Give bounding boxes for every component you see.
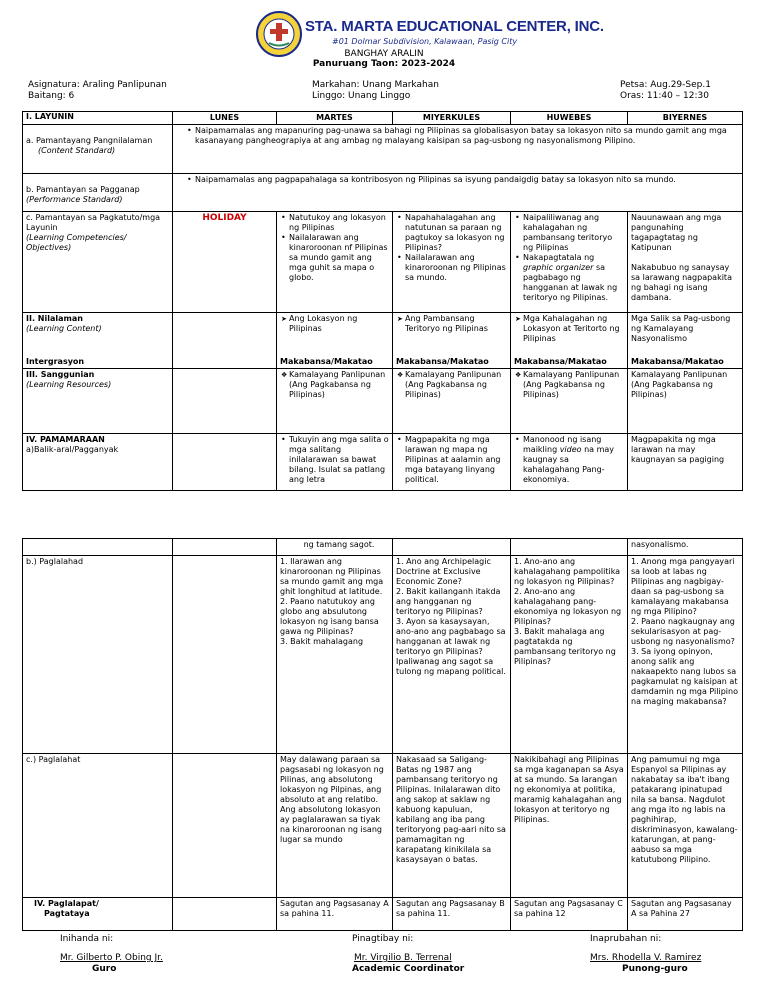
review-biyernes: Magpapakita ng mga larawan na may kaugnayan sa pagiging <box>628 434 743 491</box>
school-address: #01 Dolmar Subdivision, Kalawaan, Pasig City <box>332 37 518 46</box>
approved-by-title: Punong-guro <box>622 964 688 974</box>
day-header: HUWEBES <box>511 112 628 125</box>
school-year: Panuruang Taon: 2023-2024 <box>312 59 456 69</box>
review-biyernes-cont: nasyonalismo. <box>628 539 743 556</box>
document-title: BANGHAY ARALIN <box>344 49 424 59</box>
school-name: STA. MARTA EDUCATIONAL CENTER, INC. <box>305 18 604 35</box>
content-standard-label: a. Pamantayang Pangnilalaman (Content Standard) <box>23 125 173 174</box>
resources-label: III. Sanggunian (Learning Resources) <box>23 369 173 434</box>
quarter: Markahan: Unang Markahan <box>312 80 439 90</box>
generalization-miyerkules: Nakasaad sa Saligang-Batas ng 1987 ang pambansang teritoryo ng Pilipinas. Inilalarawan dito ang sakop at saklaw ng kabuong kapuluan, kabilang ang iba pang teritoryong pag-aari nito sa pamamagitan ng karapatang kinikilala sa kasaysayan o batas. <box>393 754 511 898</box>
generalization-biyernes: Ang pamumui ng mga Espanyol sa Pilipinas ay nakabatay sa iba't ibang patakarang ipinatupad nila sa bansa. Nagdulot ang mga ito ng labis na paghihirap, diskriminasyon, kawalang-katarungan, at pang-aabuso sa mga katutubong Pilipino. <box>628 754 743 898</box>
application-biyernes: Sagutan ang Pagsasanay A sa Pahina 27 <box>628 898 743 931</box>
content-martes: ➤ Ang Lokasyon ng Pilipinas Makabansa/Makatao <box>277 313 393 369</box>
generalization-huwebes: Nakikibahagi ang Pilipinas sa mga kaganapan sa Asya at sa mundo. Sa larangan ng ekonomiya at politika, maramig kahalagahan ang lokasyon at teritoryo ng Pilipinas. <box>511 754 628 898</box>
resources-martes: ❖ Kamalayang Panlipunan (Ang Pagkabansa ng Pilipinas) <box>277 369 393 434</box>
competencies-martes: • Natutukoy ang lokasyon ng Pilipinas • Nailalarawan ang kinaroroonan nf Pilipinas sa mundo gamit ang mga guhit sa mapa o globo. <box>277 212 393 313</box>
presentation-huwebes: 1. Ano-ano ang kahalagahang pampolitika ng lokasyon ng Pilipinas? 2. Ano-ano ang kahalagahang pang-ekonomiya ng lokasyon ng Pilipinas? 3. Bakit mahalaga ang pagtatakda ng pambansang teritoryo ng Pilipinas? <box>511 556 628 754</box>
presentation-martes: 1. Ilarawan ang kinaroroonan ng Pilipinas sa mundo gamit ang mga ghit longhitud at latitude. 2. Paano natutukoy ang globo ang absulutong lokasyon ng isang bansa gawa ng Pilipinas? 3. Bakit mahalagang <box>277 556 393 754</box>
resources-biyernes: Kamalayang Panlipunan (Ang Pagkabansa ng Pilipinas) <box>628 369 743 434</box>
review-martes: • Tukuyin ang mga salita o mga salitang inilalarawan sa bawat bilang. Isulat sa patlang ang letra <box>277 434 393 491</box>
week: Linggo: Unang Linggo <box>312 91 411 101</box>
application-martes: Sagutan ang Pagsasanay A sa pahina 11. <box>277 898 393 931</box>
checked-by-title: Academic Coordinator <box>352 964 465 974</box>
date: Petsa: Aug.29-Sep.1 <box>620 80 711 90</box>
content-huwebes: ➤ Mga Kahalagahan ng Lokasyon at Teritorto ng Pilipinas Makabansa/Makatao <box>511 313 628 369</box>
competencies-biyernes: Nauunawaan ang mga pangunahing tagapagtatag ng Katipunan Nakabubuo ng sanaysay sa larawang nagpapakita ng bahagi ng isang dambana. <box>628 212 743 313</box>
procedure-label: IV. PAMAMARAAN a)Balik-aral/Pagganyak <box>23 434 173 491</box>
day-header: LUNES <box>173 112 277 125</box>
performance-standard-label: b. Pamantayan sa Pagganap (Performance Standard) <box>23 174 173 212</box>
lesson-plan-table-2 <box>22 538 743 931</box>
section-layunin: I. LAYUNIN <box>23 112 173 125</box>
learning-content-label: II. Nilalaman (Learning Content) Intergrasyon <box>23 313 173 369</box>
integration-label: Intergrasyon <box>26 357 85 366</box>
holiday-label: HOLIDAY <box>202 213 247 223</box>
competencies-miyerkules: • Napahahalagahan ang natutunan sa paraan ng pagtukoy sa lokasyon ng Pilipinas? • Nailalarawan ang kinaroroonan ng Pilipinas sa mundo. <box>393 212 511 313</box>
presentation-biyernes: 1. Anong mga pangyayari sa loob at labas ng Pilipinas ang nagbigay-daan sa pag-usbong sa kamalayang makabansa ng mga Pilipino? 2. Paano nagkaugnay ang sekularisasyon at pag-usbong ng nasyonalismo? 3. Sa iyong opinyon, anong salik ang nakaapekto nang lubos sa pagkamulat ng kaisipan at damdamin ng mga Pilipino na maging makabansa? <box>628 556 743 754</box>
content-standard-text: • Naipamamalas ang mapanuring pag-unawa sa bahagi ng Pilipinas sa globalisasyon batay sa lokasyon nito sa mundo gamit ang mga kasanayang pangheograpiya at ang ambag ng malayang kaisipan sa pag-usbong ng nasyonalismong Pilipino. <box>173 125 743 174</box>
content-miyerkules: ➤ Ang Pambansang Teritoryo ng Pilipinas Makabansa/Makatao <box>393 313 511 369</box>
generalization-label: c.) Paglalahat <box>23 754 173 898</box>
generalization-martes: May dalawang paraan sa pagsasabi ng lokasyon ng Pilinas, ang absolutong lokasyon ng Pilpinas, ang absoluto at ang relatibo. Ang absolutong lokasyon ay paglalarawan sa tiyak na kinaroroonan ng isang lugar sa mundo <box>277 754 393 898</box>
presentation-miyerkules: 1. Ano ang Archipelagic Doctrine at Exclusive Economic Zone? 2. Bakit kailanganh itakda ang hangganan ng teritoryo ng Pilipinas? 3. Ayon sa kasaysayan, ano-ano ang pagbabago sa hangganan at lawak ng teritoryo gn Pilipinas? Ipaliwanag ang sagot sa tulong ng mapang political. <box>393 556 511 754</box>
review-martes-cont: ng tamang sagot. <box>277 539 393 556</box>
day-header: MIYERKULES <box>393 112 511 125</box>
application-miyerkules: Sagutan ang Pagsasanay B sa pahina 11. <box>393 898 511 931</box>
resources-miyerkules: ❖ Kamalayang Panlipunan (Ang Pagkabansa ng Pilipinas) <box>393 369 511 434</box>
approved-by-name: Mrs. Rhodella V. Ramirez <box>590 953 702 963</box>
review-miyerkules: • Magpapakita ng mga larawan ng mapa ng Pilipinas at aalamin ang mga batayang linyang political. <box>393 434 511 491</box>
lesson-plan-table-1 <box>22 111 743 491</box>
holiday-cell <box>173 212 277 313</box>
prepared-by-label: Inihanda ni: <box>60 934 114 944</box>
checked-by-label: Pinagtibay ni: <box>352 934 414 944</box>
prepared-by-name: Mr. Gilberto P. Obing Jr. <box>60 953 163 963</box>
grade-level: Baitang: 6 <box>28 91 75 101</box>
prepared-by-title: Guro <box>92 964 117 974</box>
subject: Asignatura: Araling Panlipunan <box>28 80 167 90</box>
review-huwebes: • Manonood ng isang maikling video na may kaugnay sa kahalagahang Pang-ekonomiya. <box>511 434 628 491</box>
content-biyernes: Mga Salik sa Pag-usbong ng Kamalayang Nasyonalismo Makabansa/Makatao <box>628 313 743 369</box>
day-header: BIYERNES <box>628 112 743 125</box>
checked-by-name: Mr. Virgilio B. Terrenal <box>354 953 452 963</box>
application-huwebes: Sagutan ang Pagsasanay C sa pahina 12 <box>511 898 628 931</box>
day-header: MARTES <box>277 112 393 125</box>
resources-huwebes: ❖ Kamalayang Panlipunan (Ang Pagkabansa ng Pilipinas) <box>511 369 628 434</box>
approved-by-label: Inaprubahan ni: <box>590 934 662 944</box>
performance-standard-text: • Naipamamalas ang pagpapahalaga sa kontribosyon ng Pilipinas sa isyung pandaigdig batay sa lokasyon nito sa mundo. <box>173 174 743 212</box>
time: Oras: 11:40 – 12:30 <box>620 91 709 101</box>
competencies-label: c. Pamantayan sa Pagkatuto/mga Layunin (Learning Competencies/ Objectives) <box>23 212 173 313</box>
application-label: IV. Paglalapat/ Pagtataya <box>23 898 173 931</box>
competencies-huwebes: • Naipaliliwanag ang kahalagahan ng pambansang teritoryo ng Pilipinas • Nakapagtatala ng graphic organizer sa pagbabago ng hangganan at lawak ng teritoryo ng Pilipinas. <box>511 212 628 313</box>
presentation-label: b.) Paglalahad <box>23 556 173 754</box>
